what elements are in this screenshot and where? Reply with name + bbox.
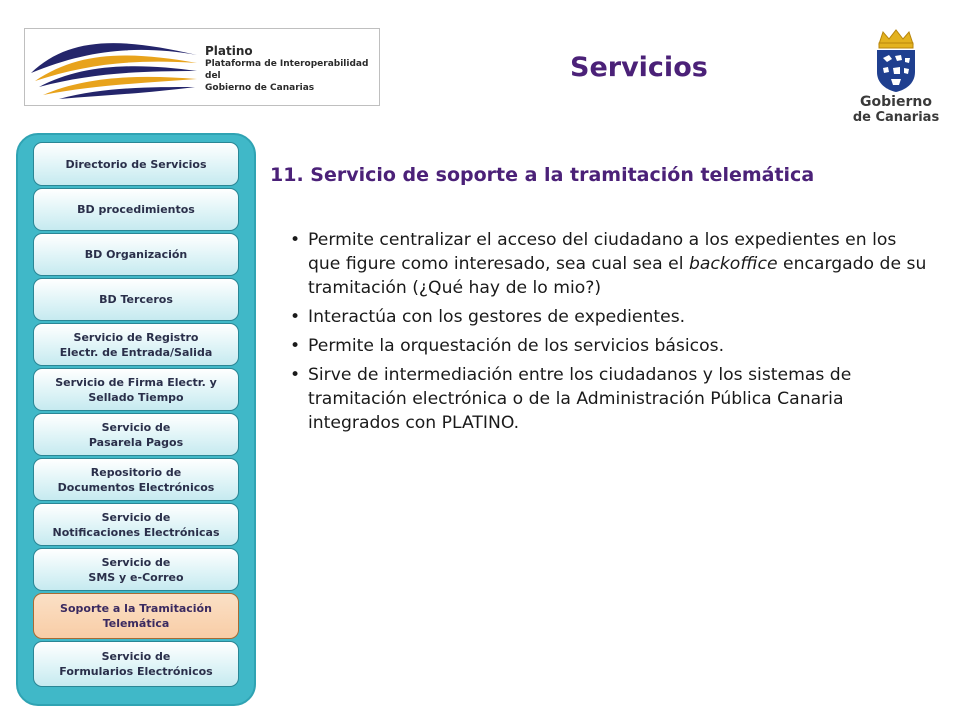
platino-tagline-1: Plataforma de Interoperabilidad del [205,59,369,81]
platino-swoosh-icon [29,33,199,101]
sidebar-item-bd-terceros[interactable]: BD Terceros [33,278,239,321]
coat-of-arms-icon [871,28,921,92]
list-item: • Interactúa con los gestores de expedientes. [284,305,932,329]
bullet-1-text-end: encargado de su tramitación (¿Qué hay de lo mio?) [308,254,927,298]
page-title: Servicios [570,52,708,83]
sidebar-item-directorio-servicios[interactable]: Directorio de Servicios [33,142,239,186]
gov-name-line1: Gobierno [860,94,932,110]
gobierno-canarias-logo [846,28,946,138]
platino-logo [24,28,380,106]
bullet-list [284,228,932,440]
list-item: • Permite la orquestación de los servicios básicos. [284,334,932,358]
platino-name: Platino [205,44,253,58]
sidebar-item-sms-correo[interactable]: Servicio de SMS y e-Correo [33,548,239,591]
sidebar-item-soporte-tramitacion[interactable]: Soporte a la Tramitación Telemática [33,593,239,639]
platino-tagline-2: Gobierno de Canarias [205,83,315,93]
sidebar-item-registro-electronico[interactable]: Servicio de Registro Electr. de Entrada/Salida [33,323,239,366]
gov-name-line2: de Canarias [852,110,940,125]
sidebar-item-formularios[interactable]: Servicio de Formularios Electrónicos [33,641,239,687]
sidebar-item-pasarela-pagos[interactable]: Servicio de Pasarela Pagos [33,413,239,456]
sidebar-item-bd-organizacion[interactable]: BD Organización [33,233,239,276]
list-item: • Sirve de intermediación entre los ciudadanos y los sistemas de tramitación electrónica o de la Administración Pública Canaria integrados con PLATINO. [284,363,932,435]
bullet-1-emphasis: backoffice [688,254,778,274]
sidebar-item-repositorio-documentos[interactable]: Repositorio de Documentos Electrónicos [33,458,239,501]
list-item [284,228,932,300]
bullet-1-text: Permite centralizar el acceso del ciudadano a los expedientes en los que figure como interesado, sea cual sea el [308,230,897,274]
sidebar-item-bd-procedimientos[interactable]: BD procedimientos [33,188,239,231]
section-heading: 11. Servicio de soporte a la tramitación telemática [270,164,815,186]
sidebar-item-firma-electronica[interactable]: Servicio de Firma Electr. y Sellado Tiempo [33,368,239,411]
sidebar-item-notificaciones[interactable]: Servicio de Notificaciones Electrónicas [33,503,239,546]
